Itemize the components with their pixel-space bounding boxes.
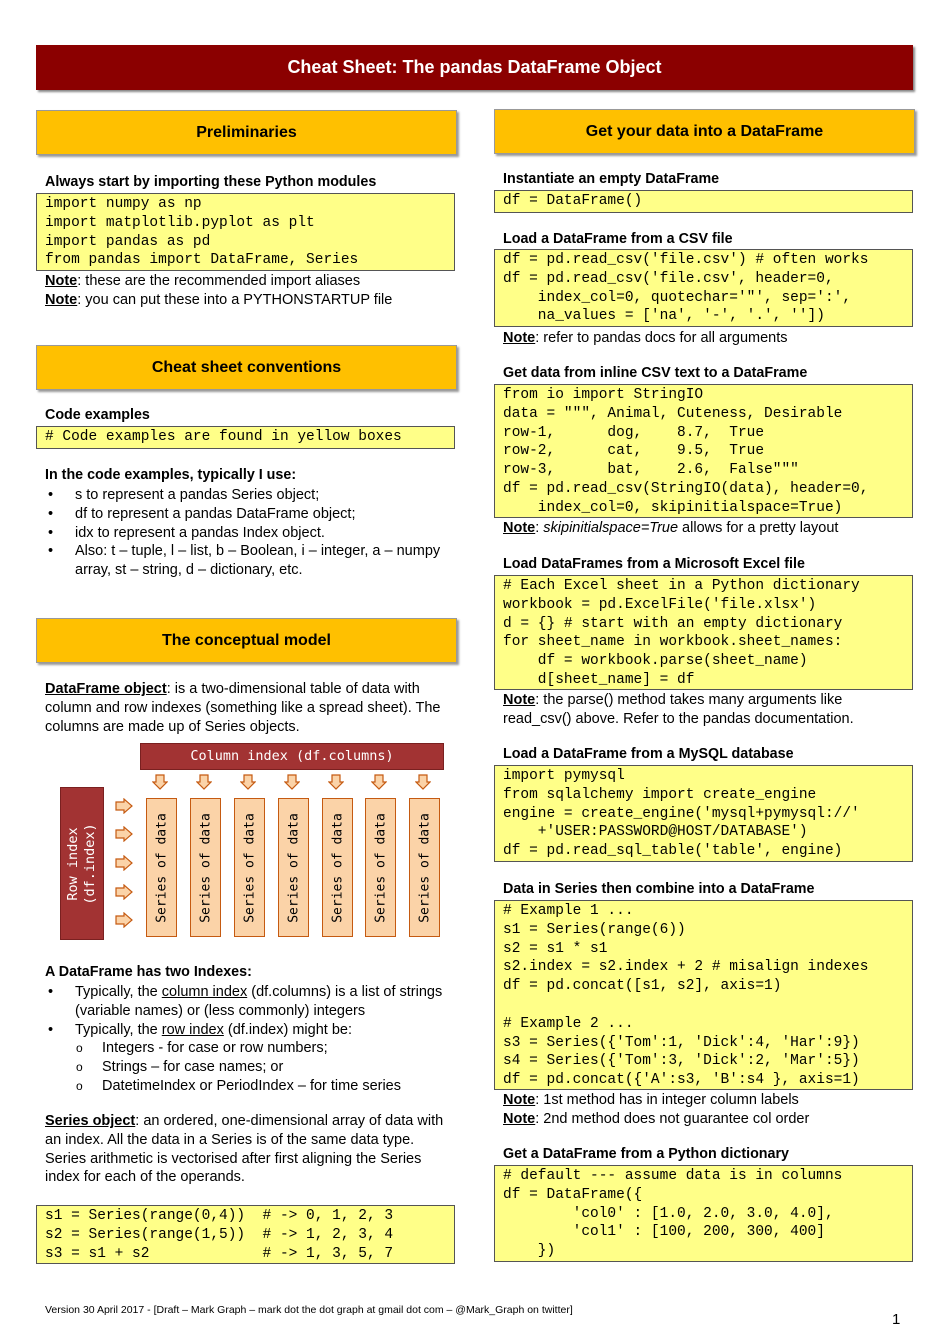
right-arrow-icon [115, 798, 133, 814]
series-column [234, 798, 265, 937]
section-heading-text: Get your data into a DataFrame [585, 122, 824, 140]
imports-code-box: import numpy as np import matplotlib.pyplot as plt import pandas as pd from pandas import DataFrame, Series [36, 193, 455, 271]
combine-note-1 [503, 1091, 799, 1110]
right-arrow-icon [115, 826, 133, 842]
text: Typically, the [75, 984, 162, 1000]
section-heading-get-data [494, 109, 915, 154]
series-label: Series of data [373, 812, 388, 923]
excel-label: Load DataFrames from a Microsoft Excel file [503, 556, 805, 572]
down-arrow-icon [415, 774, 431, 790]
series-label: Series of data [417, 812, 432, 923]
list-item: • s to represent a pandas Series object; [45, 486, 445, 505]
down-arrow-icon [240, 774, 256, 790]
dict-code-box: # default --- assume data is in columns df = DataFrame({ 'col0' : [1.0, 2.0, 3.0, 4.0], 'col1' : [100, 200, 300, 400] }) [494, 1165, 913, 1262]
row-index-term: row index [161, 1021, 224, 1038]
series-term: Series object [45, 1113, 136, 1129]
csv-code-box: df = pd.read_csv('file.csv') # often works df = pd.read_csv('file.csv', header=0, index_col=0, quotechar='"', sep=':', na_values = ['na', '-', '.', '']) [494, 249, 913, 327]
combine-code-box: # Example 1 ... s1 = Series(range(6)) s2 = s1 * s1 s2.index = s2.index + 2 # misalign indexes df = pd.concat([s1, s2], axis=1) # Example 2 ... s3 = Series({'Tom':1, 'Dick':4, 'Har':9}) s4 = Series({'Tom':3, 'Dick':2, 'Mar':5}) df = pd.concat({'A':s3, 'B':s4 }, axis=1) [494, 900, 913, 1090]
row-index-line1: Row index [65, 826, 81, 901]
note-text: : the parse() method takes many arguments like read_csv() above. Refer to the pandas documentation. [503, 692, 854, 727]
note-text: : you can put these into a PYTHONSTARTUP file [77, 292, 393, 308]
dataframe-description [45, 680, 450, 736]
list-item: • idx to represent a pandas Index object. [45, 524, 445, 543]
down-arrow-icon [371, 774, 387, 790]
note-tag: Note [45, 273, 78, 289]
inline-csv-label: Get data from inline CSV text to a DataFrame [503, 365, 808, 381]
note-tag: Note [503, 520, 536, 536]
prelim-note-1 [45, 272, 360, 291]
series-label: Series of data [198, 812, 213, 923]
excel-note [503, 691, 903, 729]
list-item [45, 1021, 455, 1040]
column-index-term: column index [161, 984, 248, 1000]
combine-note-2 [503, 1110, 809, 1129]
sub-list-item: o Strings – for case names; or [45, 1058, 455, 1077]
sub-list-item: o DatetimeIndex or PeriodIndex – for time series [45, 1077, 455, 1096]
excel-code-box: # Each Excel sheet in a Python dictionary workbook = pd.ExcelFile('file.xlsx') d = {} # start with an empty dictionary for sheet_name in workbook.sheet_names: df = workbook.parse(sheet_name) d[sheet_name] = df [494, 575, 913, 690]
list-item: • df to represent a pandas DataFrame object; [45, 505, 445, 524]
text: Typically, the [75, 1021, 162, 1038]
note-tag: Note [45, 292, 78, 308]
dataframe-term: DataFrame object [45, 681, 167, 697]
dataframe-text: : is a two-dimensional table of data with column and row indexes (something like a spread sheet). The columns are made up of Series objects. [45, 681, 441, 735]
two-indexes-label: A DataFrame has two Indexes: [45, 964, 252, 980]
down-arrow-icon [152, 774, 168, 790]
conventions-list [45, 486, 445, 580]
series-label: Series of data [154, 812, 169, 923]
row-index-box [60, 787, 104, 940]
empty-df-label: Instantiate an empty DataFrame [503, 171, 720, 187]
note-text: : these are the recommended import aliases [77, 273, 361, 289]
combine-label: Data in Series then combine into a DataFrame [503, 881, 815, 897]
series-label: Series of data [286, 812, 301, 923]
note-tag: Note [503, 330, 536, 346]
note-tag: Note [503, 692, 536, 708]
text: (df.index) might be: [223, 1021, 352, 1038]
note-emphasis: skipinitialspace=True [543, 520, 679, 536]
down-arrow-icon [196, 774, 212, 790]
section-heading-model [36, 618, 457, 663]
list-item: • Also: t – tuple, l – list, b – Boolean, i – integer, a – numpy array, st – string, d – dictionary, etc. [45, 542, 445, 580]
inline-csv-code-box: from io import StringIO data = """, Animal, Cuteness, Desirable row-1, dog, 8.7, True row-2, cat, 9.5, True row-3, bat, 2.6, False""" df = pd.read_csv(StringIO(data), header=0, index_col=0, skipinitialspace=True) [494, 384, 913, 518]
usage-label: In the code examples, typically I use: [45, 467, 297, 483]
dict-label: Get a DataFrame from a Python dictionary [503, 1146, 790, 1162]
right-arrow-icon [115, 855, 133, 871]
series-text: : an ordered, one-dimensional array of data with an index. All the data in a Series is of the same data type. Series arithmetic is vectorised after first aligning the Series index for each of the operands. [45, 1113, 444, 1186]
series-column [409, 798, 440, 937]
sub-list-item: o Integers - for case or row numbers; [45, 1039, 455, 1058]
imports-label: Always start by importing these Python modules [45, 174, 377, 190]
down-arrow-icon [328, 774, 344, 790]
section-heading-conventions [36, 345, 457, 390]
series-column [190, 798, 221, 937]
series-label: Series of data [242, 812, 257, 923]
mysql-label: Load a DataFrame from a MySQL database [503, 746, 794, 762]
empty-df-code-box: df = DataFrame() [494, 190, 913, 213]
section-heading-preliminaries [36, 110, 457, 155]
inline-note [503, 519, 838, 538]
note-text: : 1st method has in integer column labels [535, 1092, 799, 1108]
note-tag: Note [503, 1111, 536, 1127]
section-heading-text: Cheat sheet conventions [151, 358, 342, 376]
code-example-box: # Code examples are found in yellow boxes [36, 426, 455, 449]
series-column [365, 798, 396, 937]
note-text: allows for a pretty layout [678, 520, 839, 536]
list-item [45, 983, 455, 1021]
series-column [146, 798, 177, 937]
indexes-list [45, 983, 455, 1096]
note-text: : refer to pandas docs for all arguments [535, 330, 788, 346]
note-colon: : [535, 520, 544, 536]
down-arrow-icon [284, 774, 300, 790]
series-column [278, 798, 309, 937]
series-description [45, 1112, 450, 1187]
csv-note [503, 329, 788, 348]
prelim-note-2 [45, 291, 392, 310]
footer-text: Version 30 April 2017 - [Draft – Mark Graph – mark dot the dot graph at gmail dot com – @Mark_Graph on twitter] [45, 1304, 573, 1316]
column-index-box: Column index (df.columns) [140, 743, 444, 770]
page-title: Cheat Sheet: The pandas DataFrame Object [36, 45, 913, 90]
note-text: : 2nd method does not guarantee col order [535, 1111, 810, 1127]
series-column [322, 798, 353, 937]
right-arrow-icon [115, 884, 133, 900]
text: (df.columns) is a list of strings (variable names) or (less commonly) integers [75, 984, 443, 1019]
section-heading-text: Preliminaries [196, 123, 297, 141]
series-code-box: s1 = Series(range(0,4)) # -> 0, 1, 2, 3 s2 = Series(range(1,5)) # -> 1, 2, 3, 4 s3 = s1 + s2 # -> 1, 3, 5, 7 [36, 1205, 455, 1264]
page-number: 1 [892, 1311, 901, 1328]
series-label: Series of data [330, 812, 345, 923]
section-heading-text: The conceptual model [162, 631, 331, 649]
right-arrow-icon [115, 912, 133, 928]
mysql-code-box: import pymysql from sqlalchemy import create_engine engine = create_engine('mysql+pymysql://' +'USER:PASSWORD@HOST/DATABASE') df = pd.read_sql_table('table', engine) [494, 765, 913, 862]
code-examples-label: Code examples [45, 407, 150, 423]
row-index-line2: (df.index) [82, 822, 98, 905]
note-tag: Note [503, 1092, 536, 1108]
csv-label: Load a DataFrame from a CSV file [503, 231, 733, 247]
